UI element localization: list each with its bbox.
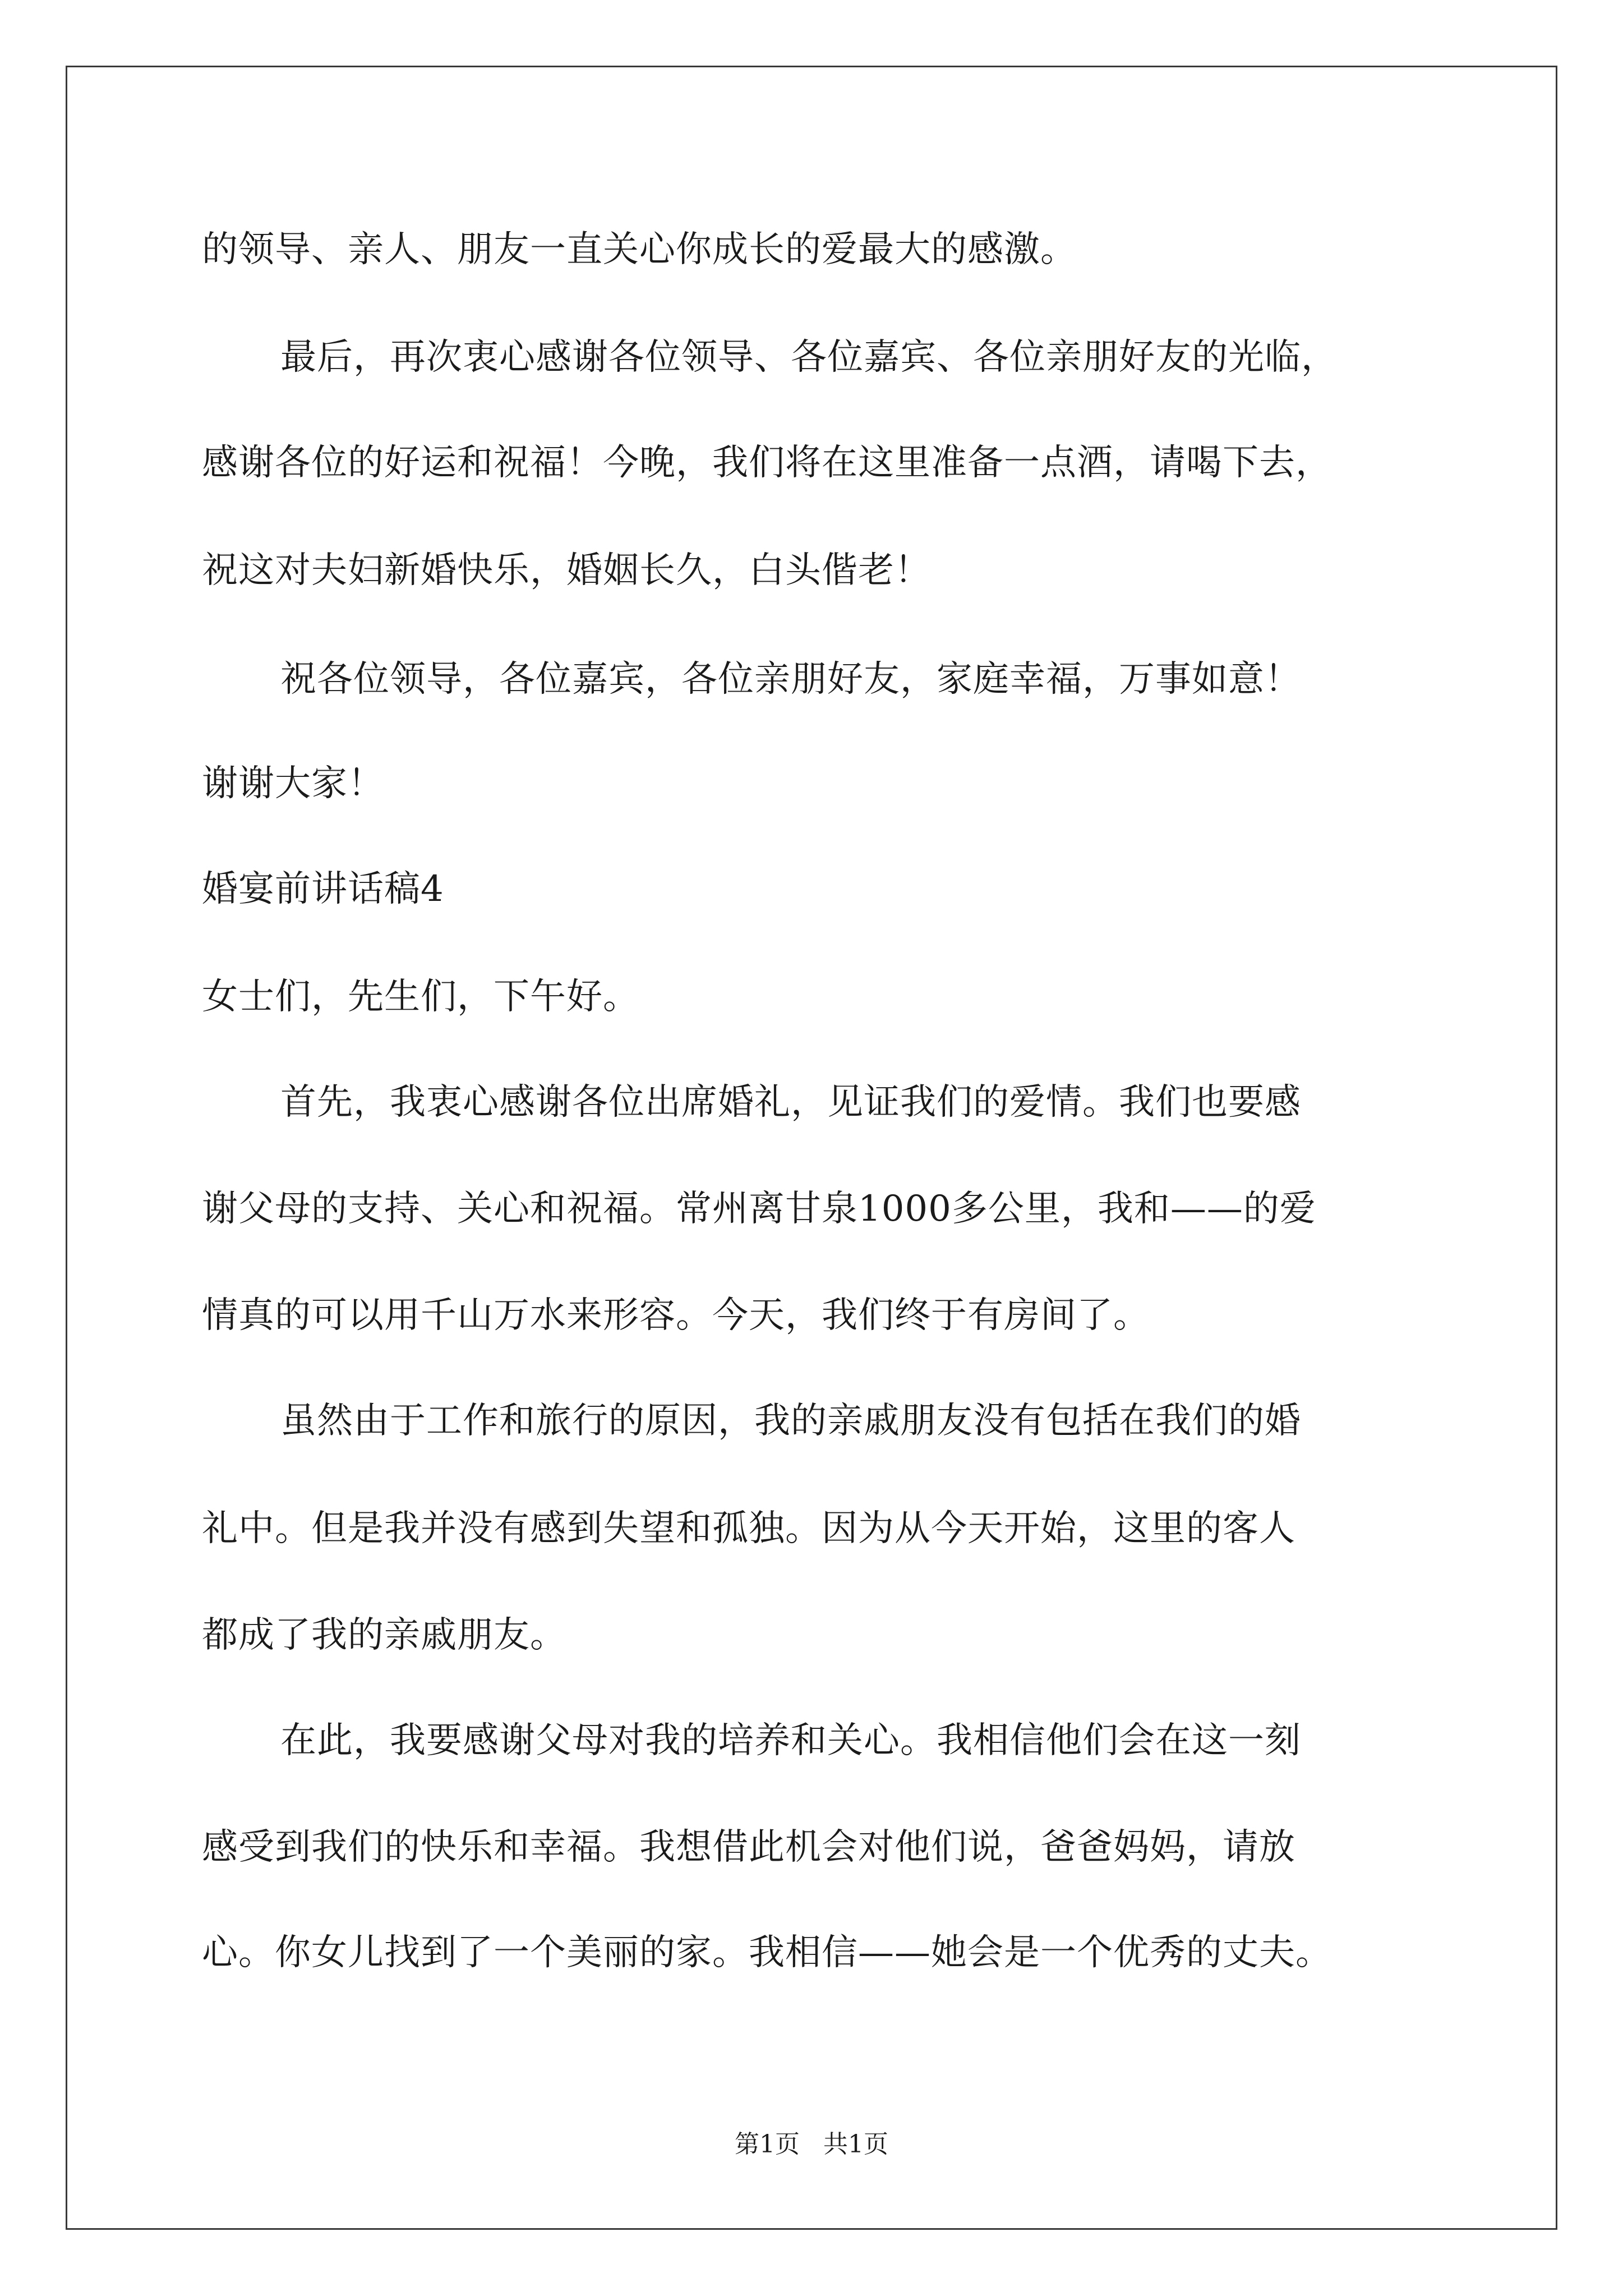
text-line: 感受到我们的快乐和幸福。我想借此机会对他们说，爸爸妈妈，请放 — [202, 1826, 1295, 1868]
text-line: 情真的可以用千山万水来形容。今天，我们终于有房间了。 — [202, 1295, 1150, 1336]
text-line: 礼中。但是我并没有感到失望和孤独。因为从今天开始，这里的客人 — [202, 1508, 1295, 1549]
text-line: 在此，我要感谢父母对我的培养和关心。我相信他们会在这一刻 — [280, 1720, 1301, 1761]
text-line: 心。你女儿找到了一个美丽的家。我相信——她会是一个优秀的丈夫。 — [202, 1932, 1332, 1973]
text-line: 首先，我衷心感谢各位出席婚礼，见证我们的爱情。我们也要感 — [280, 1082, 1301, 1123]
section-heading: 婚宴前讲话稿4 — [202, 868, 444, 910]
text-line: 都成了我的亲戚朋友。 — [202, 1614, 566, 1656]
page-border — [66, 66, 1557, 2230]
text-line: 最后，再次衷心感谢各位领导、各位嘉宾、各位亲朋好友的光临， — [280, 337, 1338, 378]
page-footer: 第1页 共1页 — [735, 2130, 888, 2159]
text-line: 感谢各位的好运和祝福！今晚，我们将在这里准备一点酒，请喝下去， — [202, 442, 1332, 484]
text-line: 虽然由于工作和旅行的原因，我的亲戚朋友没有包括在我们的婚 — [280, 1400, 1301, 1442]
text-line: 谢谢大家！ — [202, 763, 384, 804]
text-line: 谢父母的支持、关心和祝福。常州离甘泉1000多公里，我和——的爱 — [202, 1188, 1316, 1230]
text-line: 女士们，先生们，下午好。 — [202, 976, 639, 1018]
text-line: 祝这对夫妇新婚快乐，婚姻长久，白头偕老！ — [202, 550, 931, 591]
text-line: 的领导、亲人、朋友一直关心你成长的爱最大的感激。 — [202, 229, 1077, 270]
text-line: 祝各位领导，各位嘉宾，各位亲朋好友，家庭幸福，万事如意！ — [280, 659, 1301, 700]
